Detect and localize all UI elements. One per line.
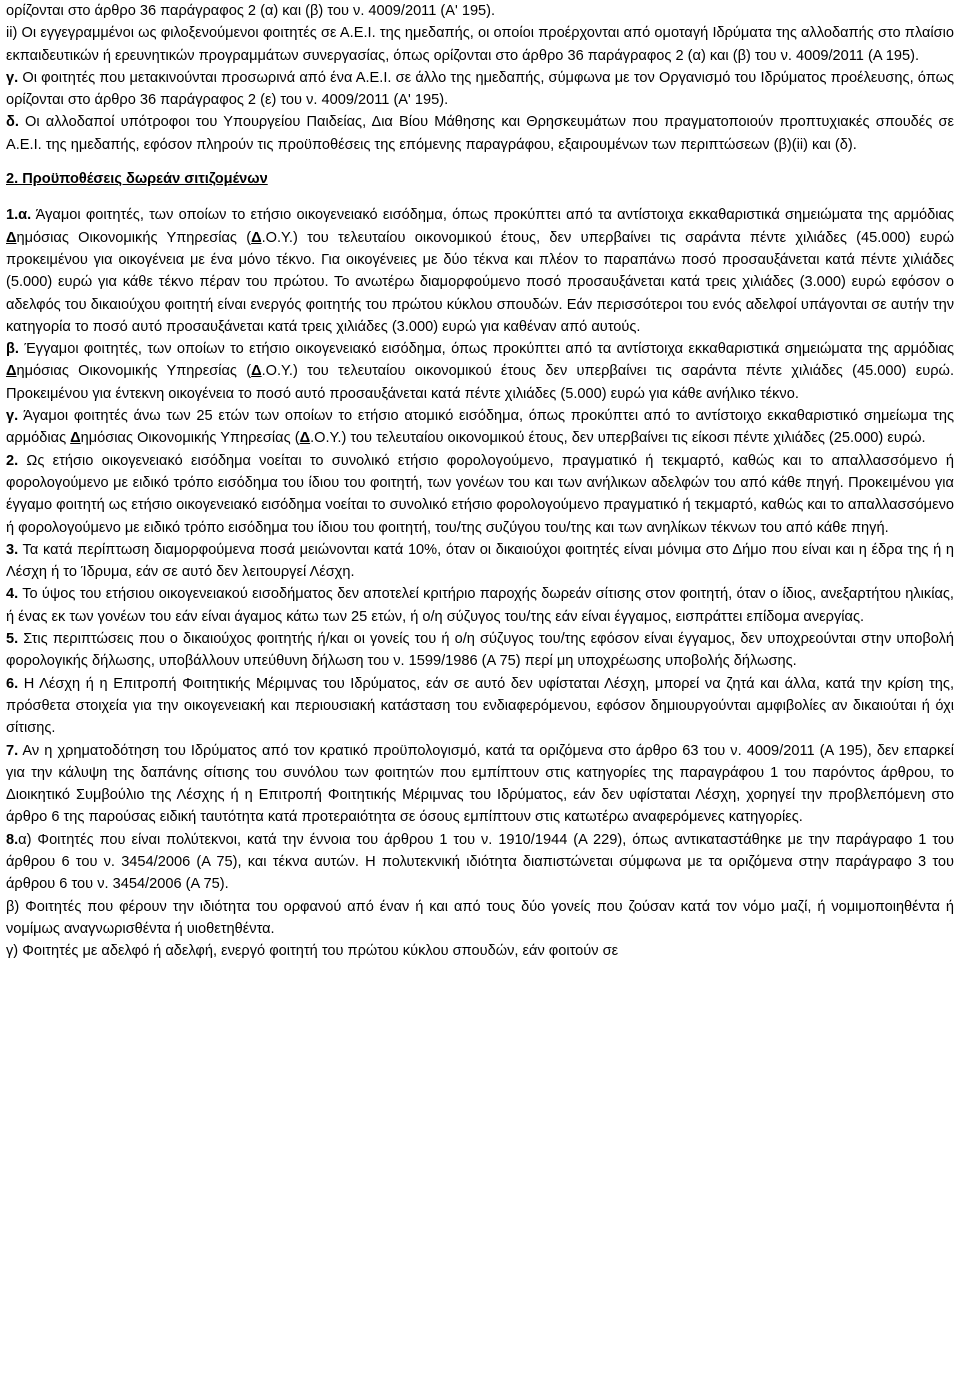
paragraph-4: 4. Το ύψος του ετήσιου οικογενειακού εισοδήματος δεν αποτελεί κριτήριο παροχής δωρεάν σίτισης στον φοιτητή, όταν ο ίδιος, ανεξαρτήτου ηλικίας, ή ένας εκ των γονέων του εάν είναι άγαμος κάτω των 25 ετών, ή ο/η σύζυγος του/της εάν είναι έγγαμος, εισπράττει επίδομα ανεργίας. [6,586,954,625]
label-d: δ. [6,114,19,131]
paragraph-3: 3. Τα κατά περίπτωση διαμορφούμενα ποσά μειώνονται κατά 10%, όταν οι δικαιούχοι φοιτητές είναι μόνιμα στο Δήμο που είναι και η έδρα της ή η Λέσχη ή το Ίδρυμα, εάν σε αυτό δεν λειτουργεί Λέσχη. [6,541,954,581]
label-g: γ. [6,69,19,86]
paragraph-8b: β) Φοιτητές που φέρουν την ιδιότητα του ορφανού από έναν ή και από τους δύο γονείς που ζούσαν κατά τον νόμο μαζί, ή νομιμοποιηθέντα ή νομίμως αναγνωρισθέντα ή υιοθετηθέντα. [6,898,954,937]
paragraph-5: 5. Στις περιπτώσεις που ο δικαιούχος φοιτητής ή/και οι γονείς του ή ο/η σύζυγος του/της εφόσον είναι έγγαμος, δεν υποχρεούνται στην υποβολή φορολογικής δήλωσης, υποβάλλουν υπεύθυνη δήλωση του ν. 1599/1986 (Α 75) περί μη υποχρέωσης υποβολής δήλωσης. [6,631,954,670]
paragraph-intro-d: δ. Οι αλλοδαποί υπότροφοι του Υπουργείου Παιδείας, Δια Βίου Μάθησης και Θρησκευμάτων που πραγματοποιούν προπτυχιακές σπουδές σε Α.Ε.Ι. της ημεδαπής, εφόσον πληρούν τις προϋποθέσεις της επόμενης παραγράφου, εξαιρουμένων των περιπτώσεων (β)(ii) και (δ). [6,114,954,153]
paragraph-7: 7. Αν η χρηματοδότηση του Ιδρύματος από τον κρατικό προϋπολογισμό, κατά τα οριζόμενα στο άρθρο 63 του ν. 4009/2011 (Α 195), δεν επαρκεί για την κάλυψη της δαπάνης σίτισης του συνόλου των φοιτητών που εμπίπτουν στις κατηγορίες της παραγράφου 1 του παρόντος άρθρου, το Διοικητικό Συμβούλιο της Λέσχης ή η Επιτροπή Φοιτητικής Μέριμνας του Ιδρύματος, εάν δεν υφίσταται Λέσχη, χορηγεί την προβλεπόμενη στο άρθρο 6 της παρούσας ειδική ταυτότητα κατά προτεραιότητα σε όσους εμπίπτουν στις κατωτέρω αναφερόμενες κατηγορίες. [6,742,954,826]
paragraph-1b: β. Έγγαμοι φοιτητές, των οποίων το ετήσιο οικογενειακό εισόδημα, όπως προκύπτει από τα αντίστοιχα εκκαθαριστικά σημειώματα της αρμόδιας Δημόσιας Οικονομικής Υπηρεσίας (Δ.Ο.Υ.) του τελευταίου οικονομικού έτους δεν υπερβαίνει τις σαράντα πέντε χιλιάδες (45.000) ευρώ. Προκειμένου για έντεκνη οικογένεια το ποσό αυτό προσαυξάνεται κατά πέντε χιλιάδες (5.000) ευρώ για κάθε ανήλικο τέκνο. [6,341,954,402]
paragraph-6: 6. Η Λέσχη ή η Επιτροπή Φοιτητικής Μέριμνας του Ιδρύματος, εάν σε αυτό δεν υφίσταται Λέσχη, μπορεί να ζητά και άλλα, κατά την κρίση της, πρόσθετα στοιχεία για την οικογενειακή και περιουσιακή κατάσταση του ενδιαφερόμενου, εφόσον δημιουργούνται αμφιβολίες αν δικαιούται ή όχι σίτισης. [6,675,954,737]
paragraph-1a: 1.α. Άγαμοι φοιτητές, των οποίων το ετήσιο οικογενειακό εισόδημα, όπως προκύπτει από τα αντίστοιχα εκκαθαριστικά σημειώματα της αρμόδιας Δημόσιας Οικονομικής Υπηρεσίας (Δ.Ο.Υ.) του τελευταίου οικονομικού έτους, δεν υπερβαίνει τις σαράντα πέντε χιλιάδες (45.000) ευρώ προκειμένου για οικογένεια με ένα μόνο τέκνο. Για οικογένειες με δύο τέκνα και πλέον το παραπάνω ποσό προσαυξάνεται κατά πέντε χιλιάδες (5.000) ευρώ για κάθε τέκνο πέραν του πρώτου. Το ανωτέρω διαμορφούμενο ποσό προσαυξάνεται κατά τρεις χιλιάδες (3.000) ευρώ εφόσον ο αδελφός του δικαιούχου φοιτητή είναι ενεργός φοιτητής του πρώτου κύκλου σπουδών. Εάν περισσότεροι του ενός αδελφοί υπάγονται σε αυτήν την κατηγορία το ποσό αυτό προσαυξάνεται κατά τρεις χιλιάδες (3.000) ευρώ για καθέναν από αυτούς. [6,207,954,335]
paragraph-2: 2. Ως ετήσιο οικογενειακό εισόδημα νοείται το συνολικό ετήσιο φορολογούμενο, πραγματικό ή τεκμαρτό, καθώς και το απαλλασσόμενο ή φορολογούμενο με ειδικό τρόπο εισόδημα του ίδιου του φοιτητή, των γονέων του και των ανήλικων αδελφών του από κάθε πηγή. Προκειμένου για έγγαμο φοιτητή ως ετήσιο οικογενειακό εισόδημα νοείται το συνολικό ετήσιο φορολογούμενο πραγματικό ή τεκμαρτό, καθώς και το απαλλασσόμενο ή φορολογούμενο με ειδικό τρόπο εισόδημα του ίδιου του φοιτητή, του/της συζύγου του/της και των ανηλίκων τέκνων του από κάθε πηγή. [6,452,954,536]
paragraph-1c: γ. Άγαμοι φοιτητές άνω των 25 ετών των οποίων το ετήσιο ατομικό εισόδημα, όπως προκύπτει από το αντίστοιχο εκκαθαριστικό σημείωμα της αρμόδιας Δημόσιας Οικονομικής Υπηρεσίας (Δ.Ο.Υ.) του τελευταίου οικονομικού έτους, δεν υπερβαίνει τις είκοσι πέντε χιλιάδες (25.000) ευρώ. [6,408,954,447]
paragraph-8c: γ) Φοιτητές με αδελφό ή αδελφή, ενεργό φοιτητή του πρώτου κύκλου σπουδών, εάν φοιτούν σε [6,943,619,960]
paragraph-8a: 8.α) Φοιτητές που είναι πολύτεκνοι, κατά την έννοια του άρθρου 1 του ν. 1910/1944 (Α 229), όπως αντικαταστάθηκε με την παράγραφο 1 του άρθρου 6 του ν. 3454/2006 (Α 75), και τέκνα αυτών. Η πολυτεκνική ιδιότητα διαπιστώνεται σύμφωνα με τα οριζόμενα στην παράγραφο 3 του άρθρου 6 του ν. 3454/2006 (Α 75). [6,831,954,893]
paragraph-intro-1: ορίζονται στο άρθρο 36 παράγραφος 2 (α) και (β) του ν. 4009/2011 (Α' 195). [6,3,496,19]
section-heading: 2. Προϋποθέσεις δωρεάν σιτιζομένων [6,171,268,188]
paragraph-intro-g: γ. Οι φοιτητές που μετακινούνται προσωρινά από ένα Α.Ε.Ι. σε άλλο της ημεδαπής, σύμφωνα με τον Οργανισμό του Ιδρύματος προέλευσης, όπως ορίζονται στο άρθρο 36 παράγραφος 2 (ε) του ν. 4009/2011 (Α' 195). [6,69,954,109]
paragraph-intro-ii: ii) Οι εγγεγραμμένοι ως φιλοξενούμενοι φοιτητές σε Α.Ε.Ι. της ημεδαπής, οι οποίοι προέρχονται από ομοταγή Ιδρύματα της αλλοδαπής στο πλαίσιο εκπαιδευτικών ή ερευνητικών προγραμμάτων συνεργασίας, όπως ορίζονται στο άρθρο 36 παράγραφος 2 (α) και (β) του ν. 4009/2011 (Α 195). [6,25,954,64]
